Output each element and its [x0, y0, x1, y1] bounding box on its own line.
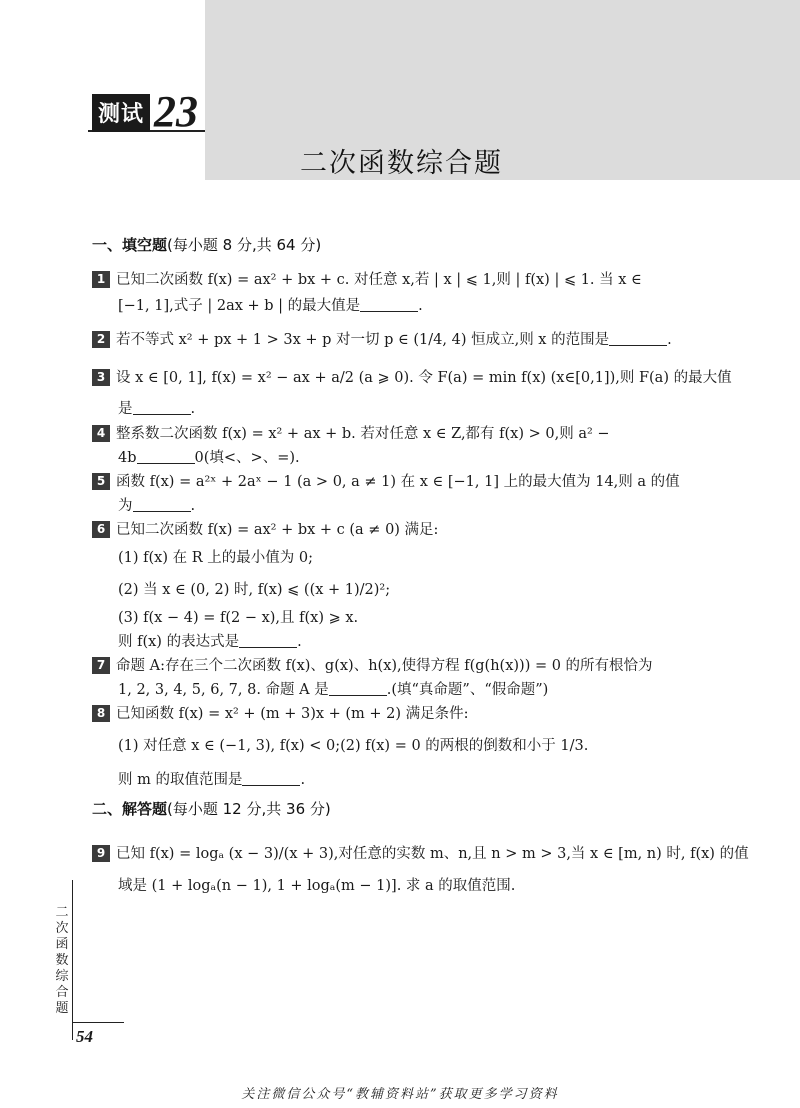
question-text: 已知二次函数 f(x) = ax² + bx + c. 对任意 x,若 | x | ⩽ 1,则 | f(x) | ⩽ 1. 当 x ∈ [116, 272, 642, 288]
badge-number: 23 [154, 87, 199, 136]
question-number: 6 [92, 521, 110, 538]
question-9 [92, 842, 749, 863]
question-text: 是 [118, 401, 133, 417]
question-number: 8 [92, 705, 110, 722]
answer-blank [360, 297, 418, 312]
question-5 [92, 470, 680, 491]
question-text: 整系数二次函数 f(x) = x² + ax + b. 若对任意 x ∈ Z,都有 f(x) > 0,则 a² − [116, 426, 610, 442]
question-4 [92, 422, 610, 443]
question-text: 已知 f(x) = logₐ (x − 3)/(x + 3),对任意的实数 m、n,且 n > m > 3,当 x ∈ [m, n) 时, f(x) 的值 [116, 846, 749, 862]
question-2 [92, 328, 672, 349]
question-7-line-2 [118, 678, 548, 699]
page-number: 54 [76, 1027, 93, 1046]
question-8-cond: (1) 对任意 x ∈ (−1, 3), f(x) < 0;(2) f(x) = 0 的两根的倒数和小于 1/3. [118, 738, 589, 754]
answer-blank [242, 771, 300, 786]
question-text: . [418, 298, 423, 314]
question-number: 4 [92, 425, 110, 442]
question-text: 若不等式 x² + px + 1 > 3x + p 对一切 p ∈ (1/4, 4) 恒成立,则 x 的范围是 [116, 332, 610, 348]
question-text: 0(填<、>、=). [194, 450, 300, 466]
question-text: 则 f(x) 的表达式是 [118, 634, 240, 650]
section-note: (每小题 12 分,共 36 分) [167, 800, 331, 818]
section-heading-answer [92, 798, 331, 819]
question-text: . [667, 332, 672, 348]
side-chapter-label: 二次函数综合题 [55, 905, 69, 1016]
section-heading-fill-in [92, 234, 321, 255]
question-4-line-2 [118, 446, 300, 467]
question-text: 则 m 的取值范围是 [118, 772, 243, 788]
question-text: 函数 f(x) = a²ˣ + 2aˣ − 1 (a > 0, a ≠ 1) 在 x ∈ [−1, 1] 上的最大值为 14,则 a 的值 [116, 474, 680, 490]
question-1 [92, 268, 642, 289]
footer-note: 关注微信公众号“教辅资料站”获取更多学习资料 [241, 1087, 559, 1102]
page-number-rule [72, 1022, 124, 1023]
question-number: 7 [92, 657, 110, 674]
question-text: 设 x ∈ [0, 1], f(x) = x² − ax + a/2 (a ⩾ 0). 令 F(a) = min f(x) (x∈[0,1]),则 F(a) 的最大值 [116, 370, 732, 386]
question-number: 5 [92, 473, 110, 490]
question-6-line-5 [118, 630, 302, 651]
question-7 [92, 654, 653, 675]
question-6-cond-3: (3) f(x − 4) = f(2 − x),且 f(x) ⩾ x. [118, 610, 359, 626]
section-note: (每小题 8 分,共 64 分) [167, 236, 322, 254]
question-6-cond-1: (1) f(x) 在 R 上的最小值为 0; [118, 550, 313, 566]
page-title: 二次函数综合题 [300, 148, 503, 179]
answer-blank [239, 633, 297, 648]
question-8 [92, 702, 469, 723]
question-5-line-2 [118, 494, 195, 515]
question-8-line-3 [118, 768, 305, 789]
question-number: 9 [92, 845, 110, 862]
question-text: 4b [118, 450, 137, 466]
question-3 [92, 366, 732, 387]
question-6-cond-2: (2) 当 x ∈ (0, 2) 时, f(x) ⩽ ((x + 1)/2)²; [118, 582, 391, 598]
section-title: 一、填空题 [92, 236, 168, 254]
answer-blank [329, 681, 387, 696]
question-number: 3 [92, 369, 110, 386]
question-text: 1, 2, 3, 4, 5, 6, 7, 8. 命题 A 是 [118, 682, 329, 698]
answer-blank [133, 400, 191, 415]
badge-word: 测试 [92, 94, 150, 132]
test-badge [92, 87, 199, 136]
question-text: . [190, 401, 196, 417]
question-text: 为 [118, 498, 133, 514]
question-6 [92, 518, 438, 539]
question-1-line-2 [118, 294, 423, 315]
question-9-line-2: 域是 (1 + logₐ(n − 1), 1 + logₐ(m − 1)]. 求 a 的取值范围. [118, 878, 516, 894]
question-text: . [190, 498, 196, 514]
answer-blank [137, 449, 195, 464]
question-text: . [300, 772, 306, 788]
section-title: 二、解答题 [92, 800, 168, 818]
answer-blank [609, 331, 667, 346]
question-number: 2 [92, 331, 110, 348]
question-3-line-2 [118, 397, 195, 418]
question-text: 已知函数 f(x) = x² + (m + 3)x + (m + 2) 满足条件: [116, 706, 469, 722]
question-text: 已知二次函数 f(x) = ax² + bx + c (a ≠ 0) 满足: [116, 522, 439, 538]
question-text: . [297, 634, 302, 650]
question-number: 1 [92, 271, 110, 288]
question-text: 命题 A:存在三个二次函数 f(x)、g(x)、h(x),使得方程 f(g(h(x))) = 0 的所有根恰为 [116, 658, 653, 674]
question-text: .(填“真命题”、“假命题”) [386, 682, 549, 698]
answer-blank [133, 497, 191, 512]
side-rule [72, 880, 73, 1040]
question-text: [−1, 1],式子 | 2ax + b | 的最大值是 [118, 298, 361, 314]
